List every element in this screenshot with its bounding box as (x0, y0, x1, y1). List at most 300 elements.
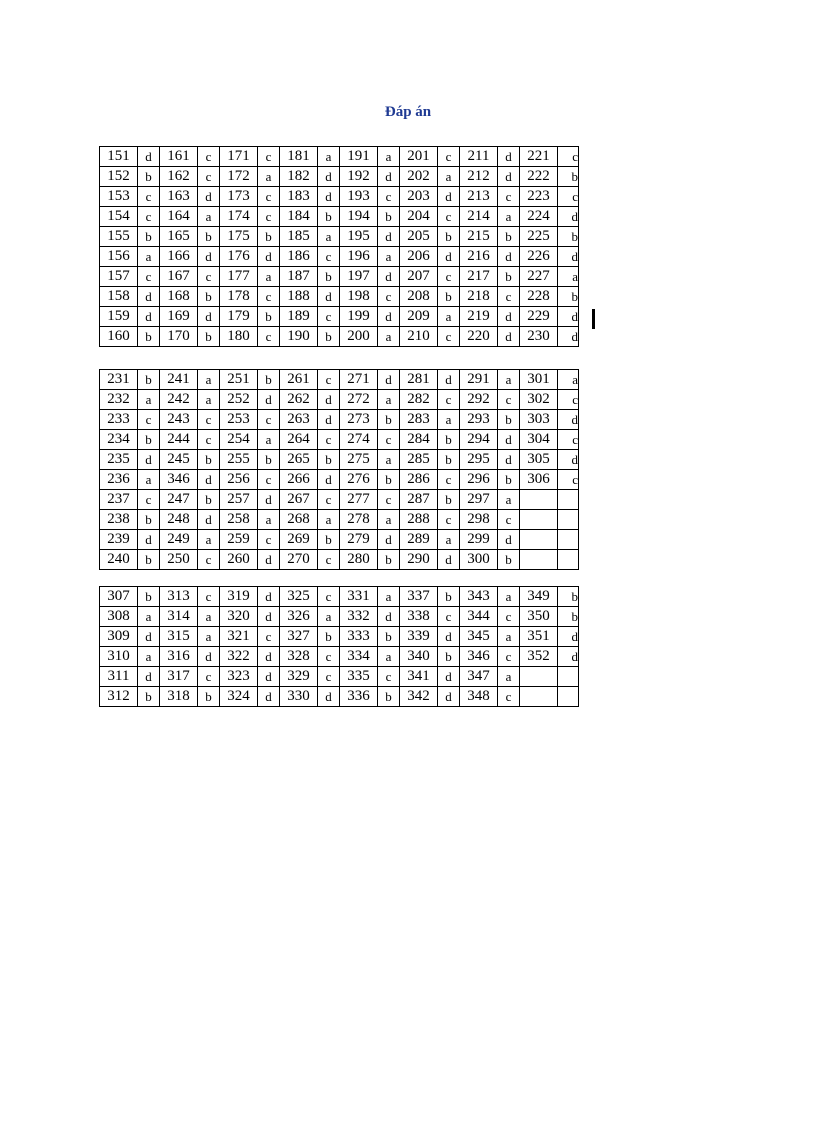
answer-letter-cell: c (318, 667, 340, 687)
answer-letter-cell: b (318, 267, 340, 287)
question-number-cell: 155 (100, 227, 138, 247)
question-number-cell: 277 (340, 490, 378, 510)
question-number-cell: 300 (460, 550, 498, 570)
answer-letter-cell: b (378, 627, 400, 647)
answer-letter-cell: d (378, 167, 400, 187)
answer-letter-cell: b (438, 450, 460, 470)
question-number-cell: 335 (340, 667, 378, 687)
question-number-cell: 298 (460, 510, 498, 530)
answer-letter-cell: b (198, 450, 220, 470)
answer-letter-cell: c (138, 410, 160, 430)
question-number-cell: 163 (160, 187, 198, 207)
question-number-cell: 151 (100, 147, 138, 167)
question-number-cell: 247 (160, 490, 198, 510)
question-number-cell: 175 (220, 227, 258, 247)
question-number-cell: 172 (220, 167, 258, 187)
answer-letter-cell: c (198, 667, 220, 687)
answer-letter-cell: c (378, 490, 400, 510)
answer-letter-cell: b (558, 167, 579, 187)
question-number-cell: 345 (460, 627, 498, 647)
answer-letter-cell: d (258, 687, 280, 707)
question-number-cell: 207 (400, 267, 438, 287)
answer-letter-cell: b (498, 470, 520, 490)
question-number-cell: 328 (280, 647, 318, 667)
answer-letter-cell: b (498, 550, 520, 570)
answer-letter-cell: d (138, 627, 160, 647)
answer-letter-cell: c (498, 187, 520, 207)
answer-letter-cell: b (138, 550, 160, 570)
answer-letter-cell: d (138, 450, 160, 470)
answer-letter-cell: b (378, 470, 400, 490)
question-number-cell: 309 (100, 627, 138, 647)
answer-letter-cell: c (318, 587, 340, 607)
answer-letter-cell: c (318, 247, 340, 267)
answer-letter-cell: b (258, 370, 280, 390)
table-row (100, 550, 579, 570)
question-number-cell: 213 (460, 187, 498, 207)
question-number-cell (520, 667, 558, 687)
question-number-cell: 339 (400, 627, 438, 647)
question-number-cell: 332 (340, 607, 378, 627)
question-number-cell: 179 (220, 307, 258, 327)
answer-letter-cell: b (318, 530, 340, 550)
question-number-cell: 166 (160, 247, 198, 267)
answer-letter-cell: b (258, 307, 280, 327)
answer-letter-cell: b (378, 687, 400, 707)
question-number-cell: 220 (460, 327, 498, 347)
question-number-cell: 183 (280, 187, 318, 207)
answer-letter-cell: c (258, 410, 280, 430)
question-number-cell: 222 (520, 167, 558, 187)
question-number-cell: 320 (220, 607, 258, 627)
question-number-cell: 347 (460, 667, 498, 687)
question-number-cell: 182 (280, 167, 318, 187)
answer-letter-cell: d (138, 287, 160, 307)
answer-letter-cell: d (198, 470, 220, 490)
answer-letter-cell: d (498, 147, 520, 167)
question-number-cell: 275 (340, 450, 378, 470)
table-row (100, 167, 579, 187)
answer-table-1 (99, 146, 579, 347)
question-number-cell: 237 (100, 490, 138, 510)
question-number-cell: 346 (160, 470, 198, 490)
question-number-cell: 281 (400, 370, 438, 390)
answer-letter-cell: d (138, 307, 160, 327)
answer-letter-cell: d (258, 647, 280, 667)
question-number-cell: 337 (400, 587, 438, 607)
question-number-cell: 349 (520, 587, 558, 607)
answer-letter-cell: c (438, 390, 460, 410)
question-number-cell: 214 (460, 207, 498, 227)
question-number-cell: 206 (400, 247, 438, 267)
answer-letter-cell: a (138, 470, 160, 490)
question-number-cell: 192 (340, 167, 378, 187)
question-number-cell: 204 (400, 207, 438, 227)
question-number-cell: 344 (460, 607, 498, 627)
question-number-cell: 233 (100, 410, 138, 430)
answer-letter-cell: c (258, 287, 280, 307)
answer-letter-cell: c (258, 627, 280, 647)
question-number-cell: 333 (340, 627, 378, 647)
answer-letter-cell: c (318, 490, 340, 510)
answer-letter-cell: b (438, 430, 460, 450)
answer-letter-cell: c (438, 267, 460, 287)
question-number-cell: 250 (160, 550, 198, 570)
answer-letter-cell: c (138, 207, 160, 227)
answer-letter-cell: c (318, 550, 340, 570)
answer-letter-cell: a (498, 587, 520, 607)
question-number-cell: 325 (280, 587, 318, 607)
question-number-cell: 260 (220, 550, 258, 570)
question-number-cell: 274 (340, 430, 378, 450)
answer-letter-cell: a (258, 430, 280, 450)
answer-letter-cell: d (498, 450, 520, 470)
answer-letter-cell: d (198, 247, 220, 267)
question-number-cell: 159 (100, 307, 138, 327)
answer-letter-cell: d (318, 687, 340, 707)
answer-letter-cell: a (498, 490, 520, 510)
answer-letter-cell: d (498, 530, 520, 550)
answer-letter-cell: d (258, 607, 280, 627)
question-number-cell: 308 (100, 607, 138, 627)
answer-letter-cell: c (258, 187, 280, 207)
question-number-cell: 153 (100, 187, 138, 207)
answer-letter-cell: b (438, 647, 460, 667)
answer-letter-cell (558, 510, 579, 530)
question-number-cell: 171 (220, 147, 258, 167)
answer-letter-cell: d (198, 647, 220, 667)
answer-letter-cell: b (138, 587, 160, 607)
question-number-cell: 316 (160, 647, 198, 667)
answer-letter-cell: c (258, 470, 280, 490)
answer-letter-cell: d (378, 307, 400, 327)
question-number-cell: 334 (340, 647, 378, 667)
question-number-cell: 280 (340, 550, 378, 570)
answer-letter-cell: d (378, 267, 400, 287)
answer-letter-cell: c (558, 147, 579, 167)
question-number-cell: 270 (280, 550, 318, 570)
answer-letter-cell: c (558, 390, 579, 410)
question-number-cell: 184 (280, 207, 318, 227)
answer-letter-cell: a (558, 267, 579, 287)
page-title: Đáp án (384, 104, 432, 120)
question-number-cell: 154 (100, 207, 138, 227)
answer-letter-cell: b (258, 450, 280, 470)
question-number-cell (520, 510, 558, 530)
answer-letter-cell: b (318, 327, 340, 347)
question-number-cell: 167 (160, 267, 198, 287)
table-row (100, 530, 579, 550)
answer-letter-cell: d (198, 510, 220, 530)
question-number-cell: 157 (100, 267, 138, 287)
question-number-cell: 225 (520, 227, 558, 247)
answer-letter-cell: a (558, 370, 579, 390)
table-row (100, 390, 579, 410)
question-number-cell: 273 (340, 410, 378, 430)
question-number-cell: 240 (100, 550, 138, 570)
answer-letter-cell: d (438, 627, 460, 647)
answer-letter-cell: a (438, 307, 460, 327)
answer-letter-cell: d (198, 307, 220, 327)
question-number-cell: 227 (520, 267, 558, 287)
question-number-cell: 340 (400, 647, 438, 667)
answer-letter-cell: c (438, 510, 460, 530)
question-number-cell: 185 (280, 227, 318, 247)
answer-letter-cell: a (378, 647, 400, 667)
answer-letter-cell: c (498, 687, 520, 707)
question-number-cell: 322 (220, 647, 258, 667)
question-number-cell: 294 (460, 430, 498, 450)
question-number-cell: 195 (340, 227, 378, 247)
question-number-cell: 262 (280, 390, 318, 410)
answer-letter-cell: b (318, 207, 340, 227)
answer-letter-cell: c (438, 147, 460, 167)
question-number-cell: 156 (100, 247, 138, 267)
question-number-cell: 261 (280, 370, 318, 390)
answer-letter-cell: d (318, 470, 340, 490)
table-row (100, 370, 579, 390)
answer-letter-cell: a (378, 587, 400, 607)
question-number-cell: 238 (100, 510, 138, 530)
question-number-cell: 198 (340, 287, 378, 307)
answer-letter-cell: b (438, 490, 460, 510)
answer-letter-cell: a (318, 147, 340, 167)
question-number-cell: 278 (340, 510, 378, 530)
answer-letter-cell: c (258, 530, 280, 550)
question-number-cell: 310 (100, 647, 138, 667)
question-number-cell: 210 (400, 327, 438, 347)
table-row (100, 490, 579, 510)
question-number-cell: 318 (160, 687, 198, 707)
answer-letter-cell: a (438, 410, 460, 430)
answer-letter-cell: c (498, 510, 520, 530)
answer-letter-cell: a (378, 147, 400, 167)
answer-letter-cell: d (138, 667, 160, 687)
question-number-cell: 287 (400, 490, 438, 510)
answer-letter-cell: b (258, 227, 280, 247)
question-number-cell: 301 (520, 370, 558, 390)
question-number-cell: 245 (160, 450, 198, 470)
answer-letter-cell: d (258, 247, 280, 267)
answer-letter-cell: a (198, 370, 220, 390)
table-row (100, 187, 579, 207)
question-number-cell (520, 490, 558, 510)
question-number-cell: 293 (460, 410, 498, 430)
answer-letter-cell: b (198, 327, 220, 347)
question-number-cell: 189 (280, 307, 318, 327)
answer-letter-cell: c (198, 147, 220, 167)
answer-letter-cell: d (498, 247, 520, 267)
question-number-cell: 158 (100, 287, 138, 307)
answer-letter-cell: d (378, 530, 400, 550)
answer-letter-cell: c (378, 430, 400, 450)
question-number-cell: 196 (340, 247, 378, 267)
answer-letter-cell: b (198, 287, 220, 307)
question-number-cell: 236 (100, 470, 138, 490)
answer-letter-cell: c (498, 390, 520, 410)
table-row (100, 430, 579, 450)
question-number-cell: 197 (340, 267, 378, 287)
question-number-cell: 292 (460, 390, 498, 410)
question-number-cell: 219 (460, 307, 498, 327)
question-number-cell: 282 (400, 390, 438, 410)
answer-letter-cell: d (258, 550, 280, 570)
answer-letter-cell: a (198, 530, 220, 550)
question-number-cell: 232 (100, 390, 138, 410)
question-number-cell: 241 (160, 370, 198, 390)
answer-letter-cell: c (558, 430, 579, 450)
answer-letter-cell: d (438, 247, 460, 267)
answer-letter-cell: d (258, 587, 280, 607)
question-number-cell: 199 (340, 307, 378, 327)
question-number-cell: 249 (160, 530, 198, 550)
question-number-cell: 223 (520, 187, 558, 207)
question-number-cell: 187 (280, 267, 318, 287)
answer-letter-cell: a (438, 167, 460, 187)
answer-letter-cell: d (198, 187, 220, 207)
answer-letter-cell: b (138, 430, 160, 450)
answer-letter-cell: d (258, 667, 280, 687)
table-row (100, 287, 579, 307)
question-number-cell: 193 (340, 187, 378, 207)
answer-letter-cell: a (258, 510, 280, 530)
answer-letter-cell: b (438, 587, 460, 607)
question-number-cell: 317 (160, 667, 198, 687)
question-number-cell: 351 (520, 627, 558, 647)
answer-letter-cell: d (498, 430, 520, 450)
question-number-cell: 338 (400, 607, 438, 627)
question-number-cell: 194 (340, 207, 378, 227)
table-row (100, 470, 579, 490)
answer-letter-cell: a (318, 227, 340, 247)
question-number-cell: 215 (460, 227, 498, 247)
question-number-cell: 350 (520, 607, 558, 627)
answer-letter-cell: a (198, 390, 220, 410)
answer-letter-cell: d (558, 207, 579, 227)
question-number-cell: 259 (220, 530, 258, 550)
table-row (100, 267, 579, 287)
question-number-cell: 216 (460, 247, 498, 267)
answer-letter-cell: b (138, 167, 160, 187)
answer-letter-cell: b (198, 490, 220, 510)
table-row (100, 410, 579, 430)
answer-letter-cell: c (198, 267, 220, 287)
question-number-cell: 311 (100, 667, 138, 687)
question-number-cell: 312 (100, 687, 138, 707)
question-number-cell: 200 (340, 327, 378, 347)
answer-letter-cell: d (558, 410, 579, 430)
answer-letter-cell: c (438, 607, 460, 627)
answer-letter-cell: c (198, 167, 220, 187)
answer-letter-cell: c (258, 327, 280, 347)
answer-letter-cell: d (318, 390, 340, 410)
answer-letter-cell: d (498, 327, 520, 347)
question-number-cell: 341 (400, 667, 438, 687)
question-number-cell: 174 (220, 207, 258, 227)
question-number-cell: 164 (160, 207, 198, 227)
question-number-cell: 315 (160, 627, 198, 647)
answer-letter-cell: c (558, 187, 579, 207)
question-number-cell: 190 (280, 327, 318, 347)
question-number-cell: 307 (100, 587, 138, 607)
question-number-cell: 231 (100, 370, 138, 390)
answer-letter-cell: b (198, 687, 220, 707)
answer-letter-cell: b (498, 227, 520, 247)
question-number-cell: 161 (160, 147, 198, 167)
answer-letter-cell: a (198, 607, 220, 627)
answer-letter-cell: b (558, 587, 579, 607)
answer-letter-cell (558, 490, 579, 510)
answer-letter-cell: b (438, 287, 460, 307)
answer-letter-cell: c (378, 187, 400, 207)
table-row (100, 607, 579, 627)
answer-letter-cell: d (138, 530, 160, 550)
question-number-cell: 256 (220, 470, 258, 490)
answer-letter-cell: d (438, 687, 460, 707)
question-number-cell: 326 (280, 607, 318, 627)
answer-letter-cell: b (378, 550, 400, 570)
answer-letter-cell: b (318, 627, 340, 647)
question-number-cell: 302 (520, 390, 558, 410)
answer-letter-cell: b (378, 207, 400, 227)
question-number-cell: 285 (400, 450, 438, 470)
cell-edge-mark (592, 309, 595, 329)
answer-letter-cell: d (498, 167, 520, 187)
question-number-cell: 177 (220, 267, 258, 287)
question-number-cell: 279 (340, 530, 378, 550)
question-number-cell: 352 (520, 647, 558, 667)
answer-letter-cell: a (138, 390, 160, 410)
answer-letter-cell: d (438, 187, 460, 207)
question-number-cell: 266 (280, 470, 318, 490)
answer-letter-cell: b (138, 227, 160, 247)
question-number-cell: 229 (520, 307, 558, 327)
question-number-cell: 306 (520, 470, 558, 490)
question-number-cell: 267 (280, 490, 318, 510)
answer-letter-cell: b (378, 410, 400, 430)
answer-letter-cell: c (498, 607, 520, 627)
answer-letter-cell: b (558, 287, 579, 307)
question-number-cell (520, 530, 558, 550)
question-number-cell: 336 (340, 687, 378, 707)
question-number-cell: 254 (220, 430, 258, 450)
answer-letter-cell: c (498, 647, 520, 667)
question-number-cell: 346 (460, 647, 498, 667)
table-row (100, 207, 579, 227)
answer-letter-cell: c (258, 207, 280, 227)
answer-letter-cell: c (138, 187, 160, 207)
question-number-cell: 268 (280, 510, 318, 530)
question-number-cell: 173 (220, 187, 258, 207)
question-number-cell: 331 (340, 587, 378, 607)
question-number-cell: 234 (100, 430, 138, 450)
answer-letter-cell: d (558, 647, 579, 667)
question-number-cell: 209 (400, 307, 438, 327)
question-number-cell: 313 (160, 587, 198, 607)
question-number-cell: 239 (100, 530, 138, 550)
answer-letter-cell: b (318, 450, 340, 470)
question-number-cell: 343 (460, 587, 498, 607)
answer-letter-cell: d (558, 627, 579, 647)
answer-letter-cell: d (558, 247, 579, 267)
answer-letter-cell: d (318, 287, 340, 307)
question-number-cell: 208 (400, 287, 438, 307)
question-number-cell: 212 (460, 167, 498, 187)
answer-letter-cell: a (498, 627, 520, 647)
answer-letter-cell: d (558, 327, 579, 347)
table-row (100, 510, 579, 530)
question-number-cell: 165 (160, 227, 198, 247)
